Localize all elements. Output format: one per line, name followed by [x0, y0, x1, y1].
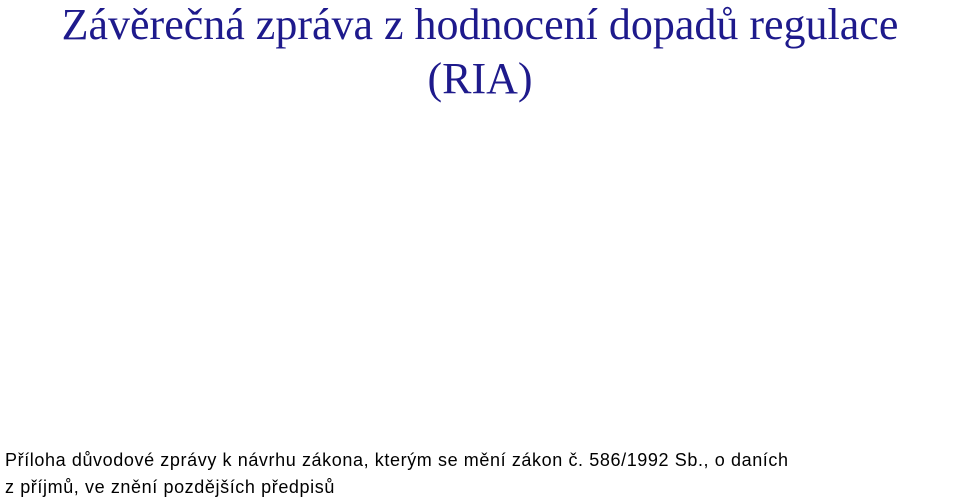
attachment-line-1: Příloha důvodové zprávy k návrhu zákona, kterým se mění zákon č. 586/1992 Sb., o daních — [5, 450, 789, 470]
title-line-1: Závěrečná zpráva z hodnocení dopadů regulace — [61, 0, 899, 49]
document-title — [0, 0, 960, 106]
attachment-note — [5, 447, 960, 501]
title-line-2: (RIA) — [427, 54, 533, 103]
attachment-line-2: z příjmů, ve znění pozdějších předpisů — [5, 477, 335, 497]
